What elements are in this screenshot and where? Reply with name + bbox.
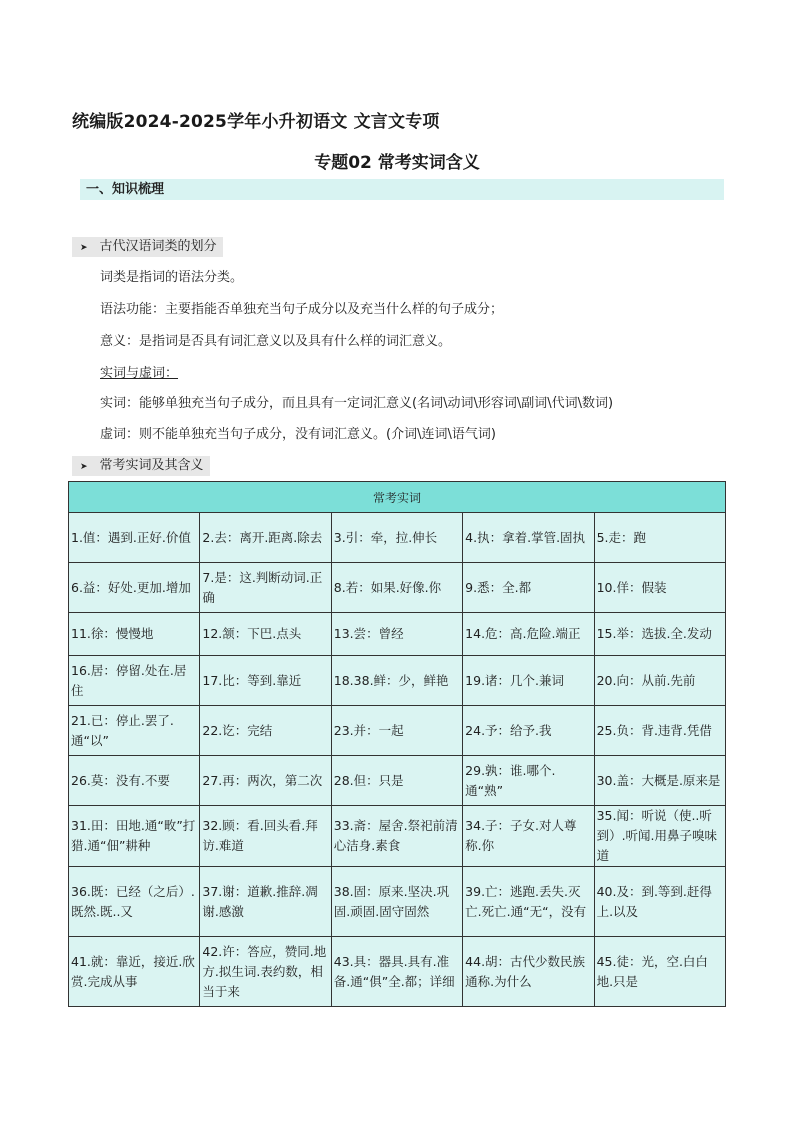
table-row bbox=[69, 937, 726, 1007]
paragraph-line: 词类是指词的语法分类。 bbox=[100, 270, 244, 285]
table-cell: 38.固：原来.坚决.巩固.顽固.固守固然 bbox=[331, 867, 462, 937]
table-cell: 45.徒：光，空.白白地.只是 bbox=[594, 937, 725, 1007]
table-cell: 8.若：如果.好像.你 bbox=[331, 563, 462, 613]
common-words-table bbox=[68, 481, 726, 1007]
table-cell: 40.及：到.等到.赶得上.以及 bbox=[594, 867, 725, 937]
arrow-bullet-icon: ➤ bbox=[80, 243, 88, 253]
table-cell: 29.孰：谁.哪个.通“熟” bbox=[463, 756, 594, 806]
paragraph-line: 实词与虚词： bbox=[100, 366, 179, 381]
table-cell: 42.许：答应，赞同.地方.拟生词.表约数，相当于来 bbox=[200, 937, 331, 1007]
table-row bbox=[69, 756, 726, 806]
table-row bbox=[69, 613, 726, 656]
table-row bbox=[69, 513, 726, 563]
table-cell: 43.具：器具.具有.准备.通“俱”全.都；详细 bbox=[331, 937, 462, 1007]
table-cell: 37.谢：道歉.推辞.凋谢.感激 bbox=[200, 867, 331, 937]
subheading-word-classes bbox=[72, 237, 223, 257]
table-cell: 22.讫：完结 bbox=[200, 706, 331, 756]
subheading-label: 古代汉语词类的划分 bbox=[99, 239, 217, 254]
table-cell: 33.斋：屋舍.祭祀前清心洁身.素食 bbox=[331, 806, 462, 867]
table-cell: 20.向：从前.先前 bbox=[594, 656, 725, 706]
document-title: 统编版2024-2025学年小升初语文 文言文专项 bbox=[72, 112, 440, 132]
table-cell: 9.悉：全.都 bbox=[463, 563, 594, 613]
table-cell: 19.诸：几个.兼词 bbox=[463, 656, 594, 706]
subheading-label: 常考实词及其含义 bbox=[99, 458, 204, 473]
table-cell: 15.举：选拔.全.发动 bbox=[594, 613, 725, 656]
table-cell: 34.子：子女.对人尊称.你 bbox=[463, 806, 594, 867]
paragraph-line: 语法功能：主要指能否单独充当句子成分以及充当什么样的句子成分； bbox=[100, 302, 504, 317]
paragraph-line: 实词：能够单独充当句子成分，而且具有一定词汇意义(名词\动词\形容词\副词\代词\数词) bbox=[100, 396, 614, 411]
table-cell: 5.走：跑 bbox=[594, 513, 725, 563]
paragraph-line: 意义：是指词是否具有词汇意义以及具有什么样的词汇意义。 bbox=[100, 334, 452, 349]
paragraph-line: 虚词：则不能单独充当句子成分，没有词汇意义。(介词\连词\语气词) bbox=[100, 427, 496, 442]
table-row bbox=[69, 656, 726, 706]
subheading-common-words bbox=[72, 456, 210, 476]
table-cell: 17.比：等到.靠近 bbox=[200, 656, 331, 706]
table-cell: 24.予：给予.我 bbox=[463, 706, 594, 756]
table-cell: 36.既：已经（之后）.既然.既..又 bbox=[69, 867, 200, 937]
table-cell: 12.颔：下巴.点头 bbox=[200, 613, 331, 656]
table-row bbox=[69, 706, 726, 756]
table-cell: 11.徐：慢慢地 bbox=[69, 613, 200, 656]
table-row bbox=[69, 806, 726, 867]
table-cell: 31.田：田地.通“畋”打猎.通“佃”耕种 bbox=[69, 806, 200, 867]
table-row bbox=[69, 563, 726, 613]
table-cell: 18.38.鲜：少，鲜艳 bbox=[331, 656, 462, 706]
table-cell: 21.已：停止.罢了.通“以” bbox=[69, 706, 200, 756]
table-cell: 13.尝：曾经 bbox=[331, 613, 462, 656]
table-cell: 26.莫：没有.不要 bbox=[69, 756, 200, 806]
table-header: 常考实词 bbox=[69, 482, 726, 513]
table-cell: 16.居：停留.处在.居住 bbox=[69, 656, 200, 706]
section-heading-knowledge: 一、知识梳理 bbox=[80, 179, 724, 200]
table-cell: 6.益：好处.更加.增加 bbox=[69, 563, 200, 613]
table-cell: 3.引：牵，拉.伸长 bbox=[331, 513, 462, 563]
table-cell: 44.胡：古代少数民族通称.为什么 bbox=[463, 937, 594, 1007]
document-subtitle: 专题02 常考实词含义 bbox=[314, 153, 480, 173]
table-cell: 1.值：遇到.正好.价值 bbox=[69, 513, 200, 563]
table-cell: 7.是：这.判断动词.正确 bbox=[200, 563, 331, 613]
table-cell: 23.并：一起 bbox=[331, 706, 462, 756]
table-cell: 41.就：靠近，接近.欣赏.完成从事 bbox=[69, 937, 200, 1007]
table-cell: 2.去：离开.距离.除去 bbox=[200, 513, 331, 563]
table-cell: 39.亡：逃跑.丢失.灭亡.死亡.通“无“，没有 bbox=[463, 867, 594, 937]
table-cell: 28.但：只是 bbox=[331, 756, 462, 806]
table-cell: 35.闻：听说（使..听到）.听闻.用鼻子嗅味道 bbox=[594, 806, 725, 867]
table-cell: 25.负：背.违背.凭借 bbox=[594, 706, 725, 756]
table-cell: 10.佯：假装 bbox=[594, 563, 725, 613]
table-cell: 32.顾：看.回头看.拜访.难道 bbox=[200, 806, 331, 867]
table-row bbox=[69, 867, 726, 937]
arrow-bullet-icon: ➤ bbox=[80, 462, 88, 472]
table-cell: 4.执：拿着.掌管.固执 bbox=[463, 513, 594, 563]
table-cell: 30.盖：大概是.原来是 bbox=[594, 756, 725, 806]
table-cell: 14.危：高.危险.端正 bbox=[463, 613, 594, 656]
table-cell: 27.再：两次，第二次 bbox=[200, 756, 331, 806]
